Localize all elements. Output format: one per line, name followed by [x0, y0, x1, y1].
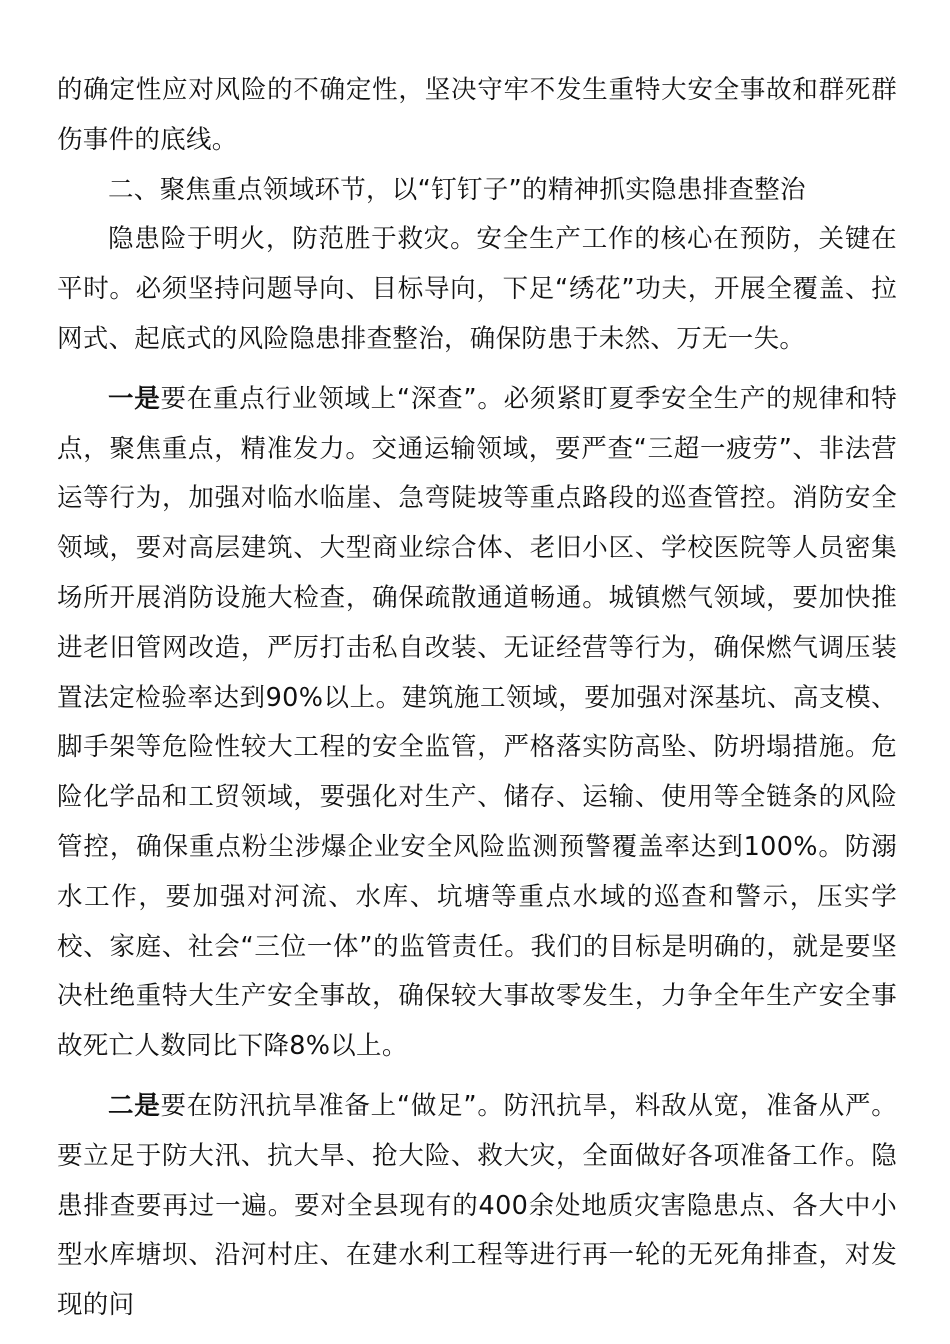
intro-paragraph: 隐患险于明火，防范胜于救灾。安全生产工作的核心在预防，关键在平时。必须坚持问题导向、目标导向，下足“绣花”功夫，开展全覆盖、拉网式、起底式的风险隐患排查整治，确保防患于未然、万无一失。	[57, 224, 897, 354]
point-one-text: 要在重点行业领域上“深查”。必须紧盯夏季安全生产的规律和特点，聚焦重点，精准发力。交通运输领域，要严查“三超一疲劳”、非法营运等行为，加强对临水临崖、急弯陡坡等重点路段的巡查管控。消防安全领域，要对高层建筑、大型商业综合体、老旧小区、学校医院等人员密集场所开展消防设施大检查，确保疏散通道畅通。城镇燃气领域，要加快推进老旧管网改造，严厉打击私自改装、无证经营等行为，确保燃气调压装置法定检验率达到90%以上。建筑施工领域，要加强对深基坑、高支模、脚手架等危险性较大工程的安全监管，严格落实防高坠、防坍塌措施。危险化学品和工贸领域，要强化对生产、储存、运输、使用等全链条的风险管控，确保重点粉尘涉爆企业安全风险监测预警覆盖率达到100%。防溺水工作，要加强对河流、水库、坑塘等重点水域的巡查和警示，压实学校、家庭、社会“三位一体”的监管责任。我们的目标是明确的，就是要坚决杜绝重特大生产安全事故，确保较大事故零发生，力争全年生产安全事故死亡人数同比下降8%以上。	[57, 383, 898, 1062]
document-page	[57, 66, 897, 1331]
continuation-paragraph: 的确定性应对风险的不确定性，坚决守牢不发生重特大安全事故和群死群伤事件的底线。	[57, 75, 897, 155]
point-one-paragraph	[57, 375, 897, 1072]
point-two-lead: 二是	[108, 1090, 161, 1121]
point-one-lead: 一是	[108, 383, 161, 414]
section-heading: 二、聚焦重点领域环节，以“钉钉子”的精神抓实隐患排查整治	[108, 174, 806, 205]
point-two-text: 要在防汛抗旱准备上“做足”。防汛抗旱，料敌从宽，准备从严。要立足于防大汛、抗大旱、抢大险、救大灾，全面做好各项准备工作。隐患排查要再过一遍。要对全县现有的400余处地质灾害隐患点、各大中小型水库塘坝、沿河村庄、在建水利工程等进行再一轮的无死角排查，对发现的问	[57, 1090, 898, 1321]
point-two-paragraph	[57, 1082, 897, 1331]
